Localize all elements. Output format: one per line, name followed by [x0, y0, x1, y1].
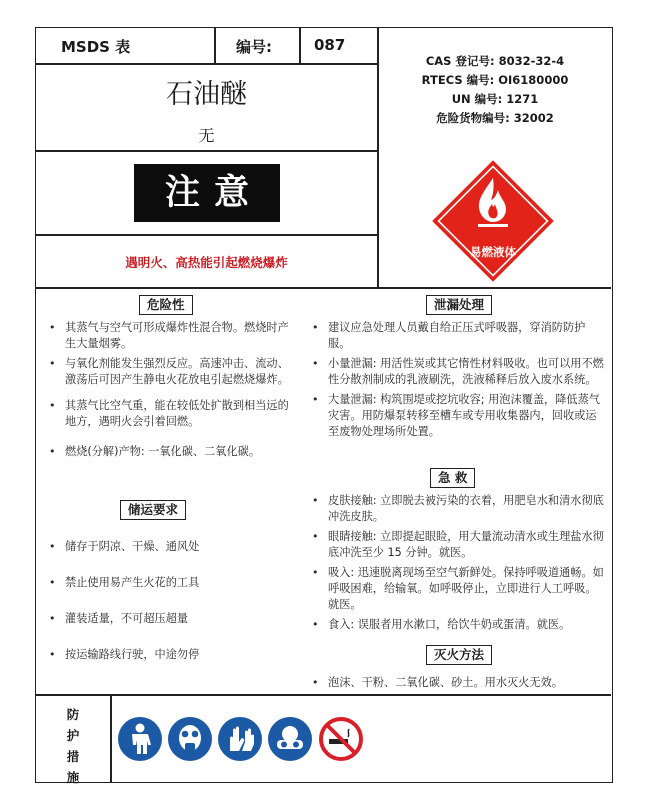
list-item: • 按运输路线行驶，中途勿停 [45, 647, 295, 663]
product-name: 石油醚 [166, 79, 247, 110]
list-item: • 其蒸气与空气可形成爆炸性混合物。燃烧时产生大量烟雾。 [45, 320, 295, 352]
list-item: • 燃烧(分解)产物: 一氧化碳、二氧化碳。 [45, 444, 295, 460]
goggles-icon [268, 717, 312, 761]
fire-list [308, 675, 606, 691]
flammable-liquid-pictogram [428, 156, 558, 286]
divider [36, 63, 377, 65]
ppe-label: 防 护 措 施 [66, 707, 80, 785]
un-number: UN 编号: 1271 [451, 92, 539, 106]
rtecs-number: RTECS 编号: OI6180000 [421, 73, 569, 87]
section-title-spill: 泄漏处理 [426, 295, 492, 315]
flame-icon [428, 156, 558, 286]
number-label: 编号: [236, 38, 272, 56]
divider [110, 694, 112, 782]
msds-card [35, 27, 613, 783]
section-title-fire: 灭火方法 [426, 645, 492, 665]
product-alias: 无 [198, 126, 215, 145]
section-title-storage: 储运要求 [120, 500, 186, 520]
list-item: • 大量泄漏: 构筑围堤或挖坑收容; 用泡沫覆盖，降低蒸气灾害。用防爆泵转移至槽车或专用收集器内，回收或运至废物处理场所处置。 [308, 392, 606, 440]
list-item: • 食入: 误服者用水漱口，给饮牛奶或蛋清。就医。 [308, 617, 606, 633]
hazard-statement: 遇明火、高热能引起燃烧爆炸 [125, 255, 288, 270]
pictogram-label: 易燃液体 [470, 245, 516, 259]
signal-word: 注意 [134, 164, 280, 222]
cas-number: CAS 登记号: 8032-32-4 [425, 54, 565, 68]
protective-suit-icon [118, 717, 162, 761]
divider [299, 28, 301, 63]
list-item: • 眼睛接触: 立即提起眼睑，用大量流动清水或生理盐水彻底冲洗至少 15 分钟。就医。 [308, 529, 606, 561]
no-smoking-icon [319, 717, 363, 761]
section-title-first-aid: 急 救 [430, 468, 475, 488]
hazard-list [45, 320, 295, 460]
divider [36, 287, 611, 289]
gas-mask-icon [168, 717, 212, 761]
list-item: • 其蒸气比空气重，能在较低处扩散到相当远的地方，遇明火会引着回燃。 [45, 398, 295, 430]
divider [214, 28, 216, 63]
msds-label: MSDS 表 [61, 38, 131, 56]
section-title-hazard: 危险性 [139, 295, 193, 315]
list-item: • 建议应急处理人员戴自给正压式呼吸器，穿消防防护服。 [308, 320, 606, 352]
divider [36, 694, 611, 696]
list-item: • 小量泄漏: 用活性炭或其它惰性材料吸收。也可以用不燃性分散剂制成的乳液刷洗，洗液稀释后放入废水系统。 [308, 356, 606, 388]
list-item: • 泡沫、干粉、二氧化碳、砂土。用水灭火无效。 [308, 675, 606, 691]
spill-list [308, 320, 606, 440]
list-item: • 吸入: 迅速脱离现场至空气新鲜处。保持呼吸道通畅。如呼吸困难，给输氧。如呼吸停止，立即进行人工呼吸。就医。 [308, 565, 606, 613]
identifier-block [378, 52, 612, 128]
list-item: • 皮肤接触: 立即脱去被污染的衣着，用肥皂水和清水彻底冲洗皮肤。 [308, 493, 606, 525]
divider [36, 234, 377, 236]
dangerous-goods-number: 危险货物编号: 32002 [436, 111, 554, 125]
list-item: • 禁止使用易产生火花的工具 [45, 575, 295, 591]
storage-list [45, 539, 295, 663]
list-item: • 储存于阴凉、干燥、通风处 [45, 539, 295, 555]
list-item: • 与氧化剂能发生强烈反应。高速冲击、流动、激荡后可因产生静电火花放电引起燃烧爆炸。 [45, 356, 295, 388]
first-aid-list [308, 493, 606, 633]
number-value: 087 [314, 36, 346, 54]
gloves-icon [218, 717, 262, 761]
list-item: • 灌装适量，不可超压超量 [45, 611, 295, 627]
divider [36, 150, 377, 152]
